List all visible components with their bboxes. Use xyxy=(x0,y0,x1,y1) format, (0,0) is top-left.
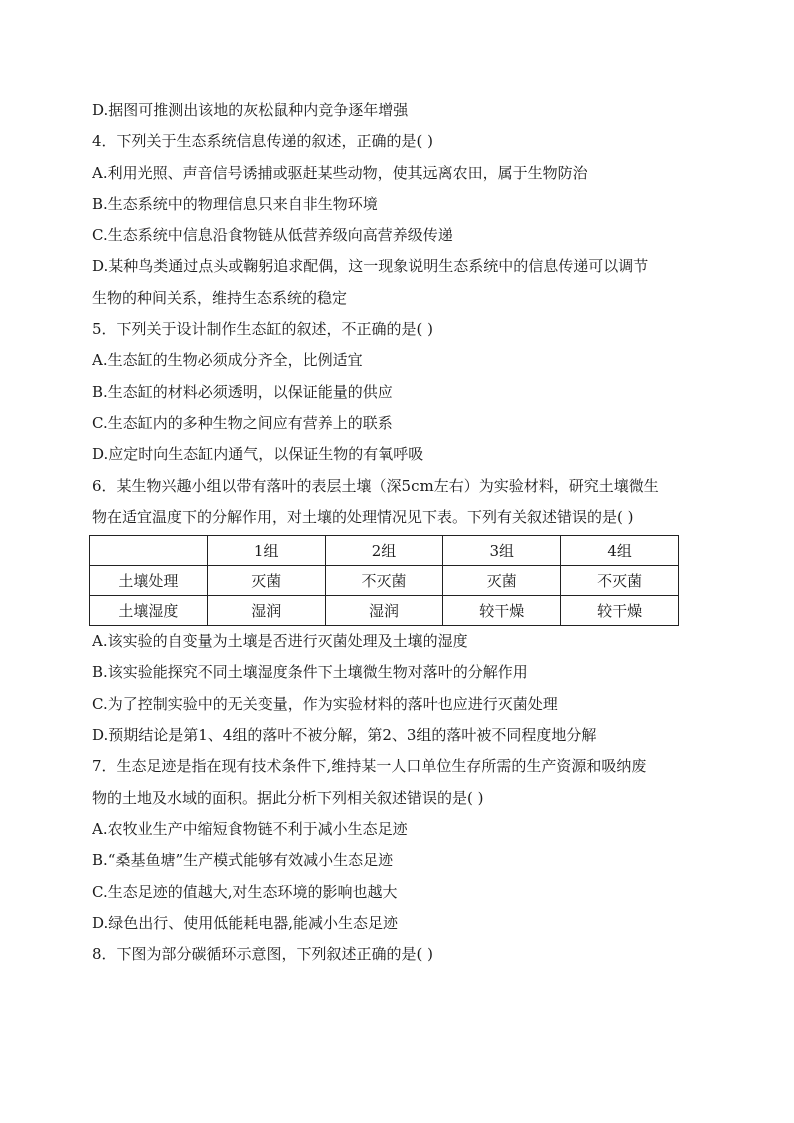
text-line: D.某种鸟类通过点头或鞠躬追求配偶，这一现象说明生态系统中的信息传递可以调节 xyxy=(92,257,649,276)
text-line: 7．生态足迹是指在现有技术条件下,维持某一人口单位生存所需的生产资源和吸纳废 xyxy=(92,757,647,776)
text-line: B.生态缸的材料必须透明，以保证能量的供应 xyxy=(92,382,393,401)
text-block-before-table xyxy=(92,95,712,533)
text-line: A.生态缸的生物必须成分齐全，比例适宜 xyxy=(92,351,363,370)
text-line: D.应定时向生态缸内通气，以保证生物的有氧呼吸 xyxy=(92,445,424,464)
text-line: A.利用光照、声音信号诱捕或驱赶某些动物，使其远离农田，属于生物防治 xyxy=(92,163,588,182)
table-cell: 4组 xyxy=(561,536,679,566)
table-cell: 湿润 xyxy=(325,596,443,626)
table-cell: 较干燥 xyxy=(561,596,679,626)
text-line: D.绿色出行、使用低能耗电器,能减小生态足迹 xyxy=(92,913,399,932)
table-cell: 土壤处理 xyxy=(90,566,208,596)
table-cell: 1组 xyxy=(207,536,325,566)
text-block-after-table xyxy=(92,626,712,970)
table-cell: 较干燥 xyxy=(443,596,561,626)
soil-treatment-table xyxy=(89,535,679,626)
table-cell: 不灭菌 xyxy=(325,566,443,596)
text-line: 物的土地及水域的面积。据此分析下列相关叙述错误的是( ) xyxy=(92,788,484,807)
table-cell: 灭菌 xyxy=(443,566,561,596)
table-cell: 土壤湿度 xyxy=(90,596,208,626)
text-line: A.该实验的自变量为土壤是否进行灭菌处理及土壤的湿度 xyxy=(92,632,468,651)
table-cell xyxy=(90,536,208,566)
text-line: B.“桑基鱼塘”生产模式能够有效减小生态足迹 xyxy=(92,851,394,870)
text-line: 生物的种间关系，维持生态系统的稳定 xyxy=(92,288,348,307)
table-cell: 3组 xyxy=(443,536,561,566)
table-row xyxy=(90,596,679,626)
text-line: 5．下列关于设计制作生态缸的叙述，不正确的是( ) xyxy=(92,320,434,339)
text-line: A.农牧业生产中缩短食物链不利于减小生态足迹 xyxy=(92,819,408,838)
table-header-row xyxy=(90,536,679,566)
table-cell: 灭菌 xyxy=(207,566,325,596)
text-line: D.据图可推测出该地的灰松鼠种内竞争逐年增强 xyxy=(92,101,409,119)
table-cell: 不灭菌 xyxy=(561,566,679,596)
text-line: D.预期结论是第1、4组的落叶不被分解，第2、3组的落叶被不同程度地分解 xyxy=(92,726,597,745)
text-line: 物在适宜温度下的分解作用，对土壤的处理情况见下表。下列有关叙述错误的是( ) xyxy=(92,507,634,526)
text-line: 4．下列关于生态系统信息传递的叙述，正确的是( ) xyxy=(92,132,434,151)
table-cell: 湿润 xyxy=(207,596,325,626)
text-line: 8．下图为部分碳循环示意图，下列叙述正确的是( ) xyxy=(92,945,434,964)
text-line: C.生态缸内的多种生物之间应有营养上的联系 xyxy=(92,413,393,432)
text-line: B.生态系统中的物理信息只来自非生物环境 xyxy=(92,194,378,213)
text-line: C.为了控制实验中的无关变量，作为实验材料的落叶也应进行灭菌处理 xyxy=(92,694,558,713)
table-cell: 2组 xyxy=(325,536,443,566)
text-line: C.生态足迹的值越大,对生态环境的影响也越大 xyxy=(92,882,398,901)
table-row xyxy=(90,566,679,596)
question-content xyxy=(92,95,712,970)
text-line: B.该实验能探究不同土壤湿度条件下土壤微生物对落叶的分解作用 xyxy=(92,663,528,682)
text-line: 6．某生物兴趣小组以带有落叶的表层土壤（深5cm左右）为实验材料，研究土壤微生 xyxy=(92,476,659,495)
text-line: C.生态系统中信息沿食物链从低营养级向高营养级传递 xyxy=(92,226,453,245)
